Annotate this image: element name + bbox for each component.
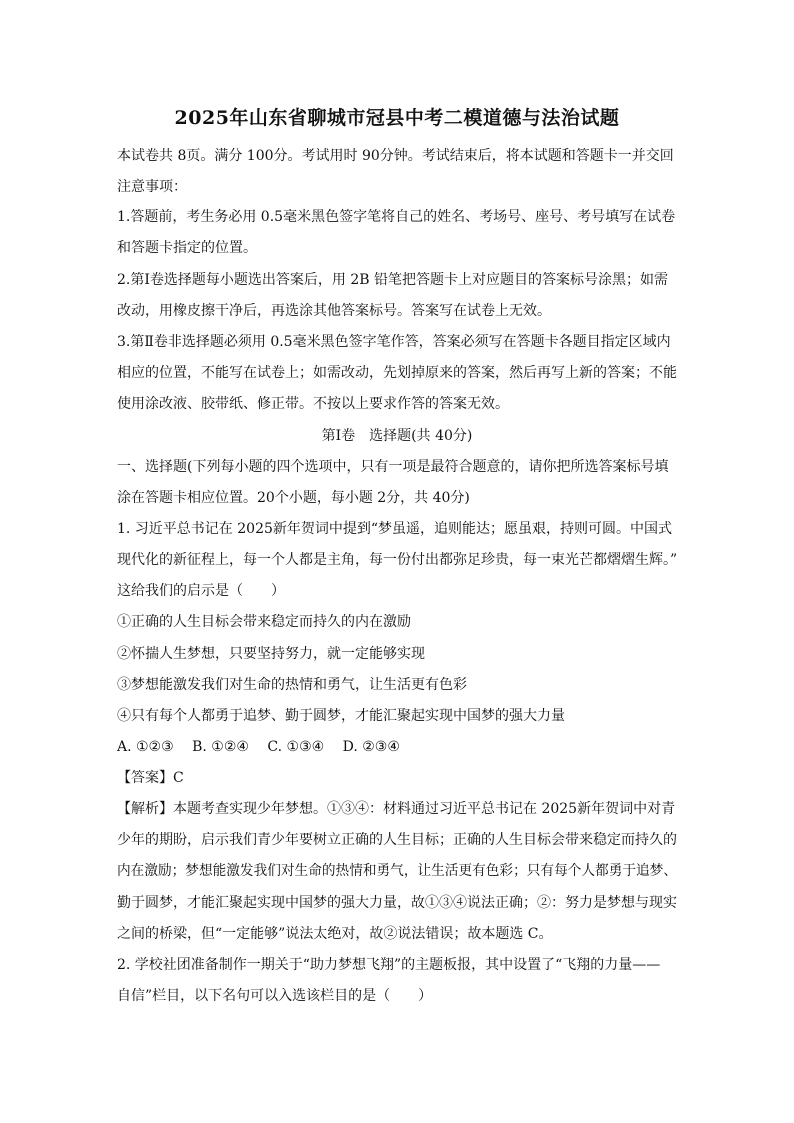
question-2-line-1: 2. 学校社团准备制作一期关于“助力梦想飞翔”的主题板报，其中设置了“飞翔的力量—— (117, 957, 661, 973)
question-1-line-1: 1. 习近平总书记在 2025新年贺词中提到“梦虽遥，追则能达；愿虽艰，持则可圆。中国式 (117, 521, 673, 537)
question-1-statement-2: ②怀揣人生梦想，只要坚持努力，就一定能够实现 (117, 646, 425, 662)
instructions-line-1: 一、选择题(下列每小题的四个选项中，只有一项是最符合题意的，请你把所选答案标号填 (117, 459, 669, 475)
analysis-line-4: 勤于圆梦，才能汇聚起实现中国梦的强大力量，故①③④说法正确；②：努力是梦想与现实 (117, 895, 677, 911)
analysis-line-3: 内在激励；梦想能激发我们对生命的热情和勇气，让生活更有色彩；只有每个人都勇于追梦、 (117, 863, 677, 879)
answer-label: 【答案】C (117, 770, 184, 786)
note-1-line-1: 1.答题前，考生务必用 0.5毫米黑色签字笔将自己的姓名、考场号、座号、考号填写在试卷 (117, 209, 676, 225)
question-2-line-2: 自信”栏目，以下名句可以入选该栏目的是（ ） (117, 988, 433, 1004)
question-1-statement-4: ④只有每个人都勇于追梦、勤于圆梦，才能汇聚起实现中国梦的强大力量 (117, 708, 565, 724)
exam-title: 2025年山东省聊城市冠县中考二模道德与法治试题 (174, 107, 620, 129)
question-1-line-3: 这给我们的启示是（ ） (117, 583, 285, 599)
exam-info: 本试卷共 8页。满分 100分。考试用时 90分钟。考试结束后，将本试题和答题卡一并交回 (117, 148, 674, 164)
question-1-options: A. ①②③ B. ①②④ C. ①③④ D. ②③④ (117, 739, 400, 755)
analysis-line-5: 之间的桥梁，但“一定能够”说法太绝对，故②说法错误；故本题选 C。 (117, 926, 553, 942)
note-2-line-1: 2.第Ⅰ卷选择题每小题选出答案后，用 2B 铅笔把答题卡上对应题目的答案标号涂黑；如需 (117, 272, 668, 288)
note-2-line-2: 改动，用橡皮擦干净后，再选涂其他答案标号。答案写在试卷上无效。 (117, 303, 551, 319)
section-heading: 第Ⅰ卷 选择题(共 40分) (321, 428, 473, 444)
notes-heading: 注意事项： (117, 179, 187, 195)
note-3-line-1: 3.第Ⅱ卷非选择题必须用 0.5毫米黑色签字笔作答，答案必须写在答题卡各题目指定区域内 (117, 334, 671, 350)
question-1-line-2: 现代化的新征程上，每一个人都是主角，每一份付出都弥足珍贵，每一束光芒都熠熠生辉。” (117, 552, 678, 568)
analysis-line-1: 【解析】本题考查实现少年梦想。①③④：材料通过习近平总书记在 2025新年贺词中对青 (117, 801, 676, 817)
analysis-line-2: 少年的期盼，启示我们青少年要树立正确的人生目标；正确的人生目标会带来稳定而持久的 (117, 832, 677, 848)
note-3-line-2: 相应的位置，不能写在试卷上；如需改动，先划掉原来的答案，然后再写上新的答案；不能 (117, 365, 677, 381)
note-3-line-3: 使用涂改液、胶带纸、修正带。不按以上要求作答的答案无效。 (117, 396, 509, 412)
question-1-statement-3: ③梦想能激发我们对生命的热情和勇气，让生活更有色彩 (117, 677, 467, 693)
instructions-line-2: 涂在答题卡相应位置。20个小题，每小题 2分，共 40分) (117, 490, 470, 506)
question-1-statement-1: ①正确的人生目标会带来稳定而持久的内在激励 (117, 614, 411, 630)
note-1-line-2: 和答题卡指定的位置。 (117, 240, 257, 256)
